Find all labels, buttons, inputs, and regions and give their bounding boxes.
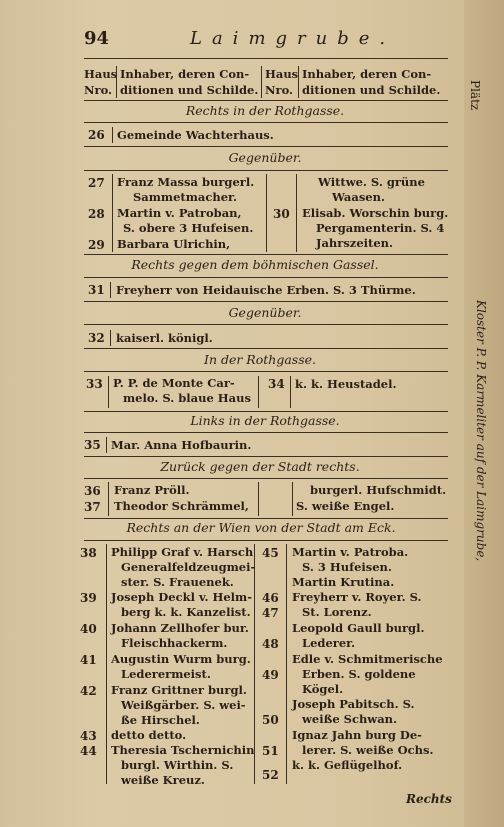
owner-entry: Martin v. Patroba. S. 3 Hufeisen. Martin Krutina. xyxy=(292,545,409,589)
column-divider xyxy=(106,544,107,784)
section-heading: Rechts in der Rothgasse. xyxy=(185,103,345,118)
owner-entry: Freyherr v. Royer. S. St. Lorenz. xyxy=(292,590,422,619)
owner-entry: Philipp Graf v. Harsch Generalfeldzeugmei- ster. S. Frauenek. xyxy=(111,545,256,589)
rule xyxy=(84,254,448,255)
owner-entry: Franz Grittner burgl. Weißgärber. S. wei- ße Hirschel. xyxy=(111,683,247,727)
house-number: 50 xyxy=(262,713,279,727)
catchword: Rechts xyxy=(406,792,452,806)
owner-entry: k. k. Heustadel. xyxy=(295,377,397,391)
next-page-side-note: Kloster P. P. Karmeliter auf der Laimgrube, xyxy=(474,300,488,562)
house-number: 33 xyxy=(86,377,103,391)
house-number: 39 xyxy=(80,591,97,605)
column-divider xyxy=(286,544,287,784)
column-divider xyxy=(112,174,113,252)
rule xyxy=(84,301,448,302)
rule xyxy=(84,432,448,433)
owner-entry: Johann Zellhofer bur. Fleischhackerm. xyxy=(111,621,249,650)
owner-entry: Freyherr von Heidauische Erben. S. 3 Thürme. xyxy=(116,283,416,297)
house-number: 34 xyxy=(268,377,285,391)
owner-entry: Franz Massa burgerl. Sammetmacher. xyxy=(117,175,255,204)
house-number: 43 xyxy=(80,729,97,743)
house-number: 28 xyxy=(88,207,105,221)
owner-entry: Barbara Ulrichin, xyxy=(117,237,231,251)
owner-entry: S. weiße Engel. xyxy=(296,499,395,513)
owner-entry: Gemeinde Wachterhaus. xyxy=(117,128,274,142)
header-rule xyxy=(84,58,448,59)
owner-entry: Edle v. Schmitmerische Erben. S. goldene Kögel. xyxy=(292,652,443,696)
owner-entry: Joseph Pabitsch. S. weiße Schwan. xyxy=(292,697,415,726)
owner-entry: Theodor Schrämmel, xyxy=(114,499,249,513)
page-title: Laimgrube. xyxy=(190,28,396,49)
rule xyxy=(84,146,448,147)
column-divider xyxy=(110,330,111,346)
column-divider xyxy=(290,376,291,408)
rule xyxy=(84,100,448,101)
column-divider xyxy=(266,174,267,252)
column-divider xyxy=(261,66,262,98)
column-divider xyxy=(112,127,113,143)
column-divider xyxy=(110,282,111,298)
column-divider xyxy=(108,482,109,516)
column-divider xyxy=(296,174,297,252)
column-haus-nro: Haus Nro. xyxy=(84,67,118,97)
section-heading: Rechts an der Wien von der Stadt am Eck. xyxy=(126,520,396,535)
rule xyxy=(84,478,448,479)
rule xyxy=(84,122,448,123)
section-heading: In der Rothgasse. xyxy=(204,352,316,367)
section-heading: Rechts gegen dem böhmischen Gassel. xyxy=(131,257,379,272)
rule xyxy=(84,277,448,278)
column-divider xyxy=(108,376,109,408)
owner-entry: kaiserl. königl. xyxy=(116,331,213,345)
owner-entry: Wittwe. S. grüne Waasen. xyxy=(318,175,425,204)
next-page-fragment: Plätz xyxy=(468,80,482,111)
rule xyxy=(84,348,448,349)
house-number: 44 xyxy=(80,744,97,758)
column-divider xyxy=(292,482,293,516)
column-divider xyxy=(106,437,107,453)
house-number: 35 xyxy=(84,438,101,452)
house-number: 46 xyxy=(262,591,279,605)
owner-entry: Ignaz Jahn burg De- lerer. S. weiße Ochs. k. k. Geflügelhof. xyxy=(292,728,434,772)
house-number: 37 xyxy=(84,500,101,514)
house-number: 51 xyxy=(262,744,279,758)
house-number: 48 xyxy=(262,637,279,651)
owner-entry: Elisab. Worschin burg. Pergamenterin. S. 4 Jahrszeiten. xyxy=(302,206,449,250)
house-number: 42 xyxy=(80,684,97,698)
owner-entry: Franz Pröll. xyxy=(114,483,190,497)
rule xyxy=(84,170,448,171)
column-inhaber: Inhaber, deren Con- ditionen und Schilde. xyxy=(120,67,259,97)
rule xyxy=(84,324,448,325)
house-number: 47 xyxy=(262,606,279,620)
house-number: 40 xyxy=(80,622,97,636)
section-heading: Gegenüber. xyxy=(228,150,302,165)
owner-entry: Mar. Anna Hofbaurin. xyxy=(111,438,252,452)
column-inhaber-2: Inhaber, deren Con- ditionen und Schilde. xyxy=(302,67,441,97)
rule xyxy=(84,371,448,372)
column-divider xyxy=(258,376,259,408)
rule xyxy=(84,411,448,412)
house-number: 32 xyxy=(88,331,105,345)
house-number: 49 xyxy=(262,668,279,682)
page-number: 94 xyxy=(84,28,110,49)
owner-entry: burgerl. Hufschmidt. xyxy=(310,483,447,497)
section-heading: Zurück gegen der Stadt rechts. xyxy=(160,459,360,474)
owner-entry: Joseph Deckl v. Helm- berg k. k. Kanzelist. xyxy=(111,590,252,619)
section-heading: Gegenüber. xyxy=(228,305,302,320)
owner-entry: Augustin Wurm burg. Lederermeist. xyxy=(111,652,251,681)
house-number: 26 xyxy=(88,128,105,142)
column-haus-nro-2: Haus Nro. xyxy=(265,67,299,97)
page-header xyxy=(70,28,450,54)
house-number: 29 xyxy=(88,238,105,252)
house-number: 36 xyxy=(84,484,101,498)
house-number: 45 xyxy=(262,546,279,560)
house-number: 41 xyxy=(80,653,97,667)
owner-entry: detto detto. xyxy=(111,728,187,742)
house-number: 27 xyxy=(88,176,105,190)
column-divider xyxy=(258,482,259,516)
house-number: 31 xyxy=(88,283,105,297)
rule xyxy=(84,540,448,541)
house-number: 38 xyxy=(80,546,97,560)
column-divider xyxy=(116,66,117,98)
owner-entry: Theresia Tschernichin burgl. Wirthin. S. weiße Kreuz. xyxy=(111,743,255,787)
owner-entry: P. P. de Monte Car- melo. S. blaue Haus xyxy=(113,376,251,405)
owner-entry: Leopold Gaull burgl. Lederer. xyxy=(292,621,425,650)
rule xyxy=(84,518,448,519)
owner-entry: Martin v. Patroban, S. obere 3 Hufeisen. xyxy=(117,206,254,235)
house-number: 52 xyxy=(262,768,279,782)
rule xyxy=(84,456,448,457)
section-heading: Links in der Rothgasse. xyxy=(190,413,340,428)
column-divider xyxy=(298,66,299,98)
house-number: 30 xyxy=(273,207,290,221)
